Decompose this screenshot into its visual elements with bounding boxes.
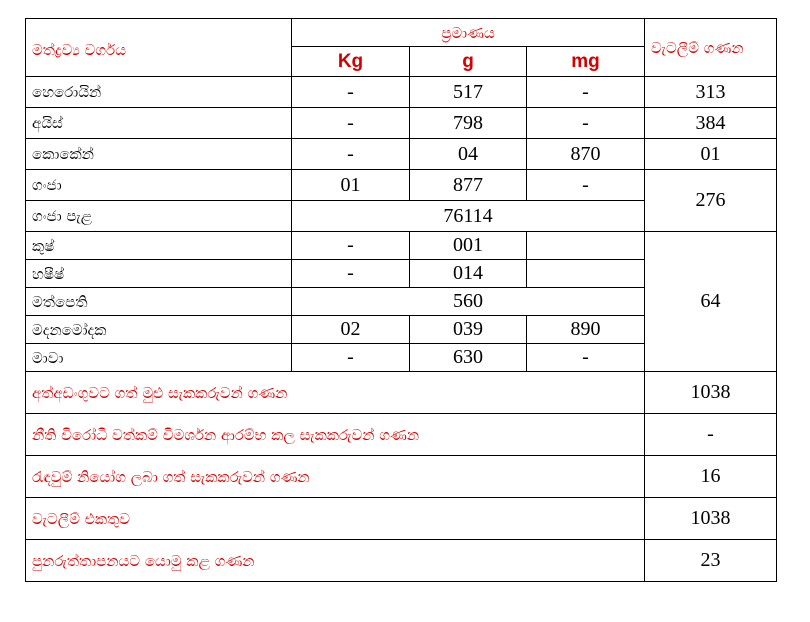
drug-seizure-table bbox=[25, 18, 777, 582]
table-row bbox=[26, 77, 777, 108]
cell-mg: 890 bbox=[527, 316, 645, 344]
cell-raids: 384 bbox=[645, 108, 777, 139]
drug-name: හෙරොයින් bbox=[26, 77, 292, 108]
drug-name: කුෂ් bbox=[26, 232, 292, 260]
summary-value: 1038 bbox=[645, 372, 777, 414]
summary-value: 23 bbox=[645, 540, 777, 582]
header-drug-type: මත්ද්‍රව්‍ය වර්ගය bbox=[26, 19, 292, 77]
cell-kg: - bbox=[292, 232, 410, 260]
table-row bbox=[26, 232, 777, 260]
summary-row bbox=[26, 540, 777, 582]
cell-kg: - bbox=[292, 344, 410, 372]
header-unit-mg: mg bbox=[527, 47, 645, 77]
cell-mg bbox=[527, 260, 645, 288]
drug-name: මාවා bbox=[26, 344, 292, 372]
cell-mg: - bbox=[527, 344, 645, 372]
cell-kg: - bbox=[292, 139, 410, 170]
summary-value: 16 bbox=[645, 456, 777, 498]
cell-mg: - bbox=[527, 108, 645, 139]
summary-label: වැටලීම් එකතුව bbox=[26, 498, 645, 540]
cell-kg: - bbox=[292, 77, 410, 108]
cell-g: 630 bbox=[410, 344, 527, 372]
cell-raids-ganja-group: 276 bbox=[645, 170, 777, 232]
cell-g: 001 bbox=[410, 232, 527, 260]
cell-raids: 313 bbox=[645, 77, 777, 108]
summary-value: - bbox=[645, 414, 777, 456]
cell-count: 560 bbox=[292, 288, 645, 316]
header-unit-kg: Kg bbox=[292, 47, 410, 77]
cell-g: 014 bbox=[410, 260, 527, 288]
header-unit-g: g bbox=[410, 47, 527, 77]
table-row bbox=[26, 139, 777, 170]
cell-mg bbox=[527, 232, 645, 260]
cell-mg: 870 bbox=[527, 139, 645, 170]
cell-mg: - bbox=[527, 77, 645, 108]
summary-value: 1038 bbox=[645, 498, 777, 540]
cell-kg: 01 bbox=[292, 170, 410, 201]
drug-name: කොකේන් bbox=[26, 139, 292, 170]
drug-name: මත්පෙති bbox=[26, 288, 292, 316]
summary-row bbox=[26, 372, 777, 414]
drug-name: අයිස් bbox=[26, 108, 292, 139]
drug-name: ගංජා bbox=[26, 170, 292, 201]
cell-g: 039 bbox=[410, 316, 527, 344]
summary-label: නීති විරෝධී වත්කම් විමර්ශන ආරම්භ කල සැකකරුවන් ගණන bbox=[26, 414, 645, 456]
cell-g: 798 bbox=[410, 108, 527, 139]
cell-mg: - bbox=[527, 170, 645, 201]
table-row bbox=[26, 108, 777, 139]
summary-label: අත්අඩංගුවට ගත් මුළු සැකකරුවන් ගණන bbox=[26, 372, 645, 414]
drug-name: ගංජා පැළ bbox=[26, 201, 292, 232]
cell-raids: 01 bbox=[645, 139, 777, 170]
cell-g: 517 bbox=[410, 77, 527, 108]
header-raids-count: වැටලීම් ගණන bbox=[645, 19, 777, 77]
summary-label: පුනරුත්තාපනයට යොමු කළ ගණන bbox=[26, 540, 645, 582]
summary-row bbox=[26, 498, 777, 540]
cell-raids-other-group: 64 bbox=[645, 232, 777, 372]
header-quantity: ප්‍රමාණය bbox=[292, 19, 645, 47]
summary-label: රැඳවුම් නියෝග ලබා ගත් සැකකරුවන් ගණන bbox=[26, 456, 645, 498]
cell-kg: - bbox=[292, 108, 410, 139]
summary-row bbox=[26, 414, 777, 456]
cell-g: 877 bbox=[410, 170, 527, 201]
cell-kg: 02 bbox=[292, 316, 410, 344]
table-row bbox=[26, 170, 777, 201]
cell-count: 76114 bbox=[292, 201, 645, 232]
cell-kg: - bbox=[292, 260, 410, 288]
drug-name: හෂීෂ් bbox=[26, 260, 292, 288]
summary-row bbox=[26, 456, 777, 498]
drug-name: මදනමෝදක bbox=[26, 316, 292, 344]
cell-g: 04 bbox=[410, 139, 527, 170]
